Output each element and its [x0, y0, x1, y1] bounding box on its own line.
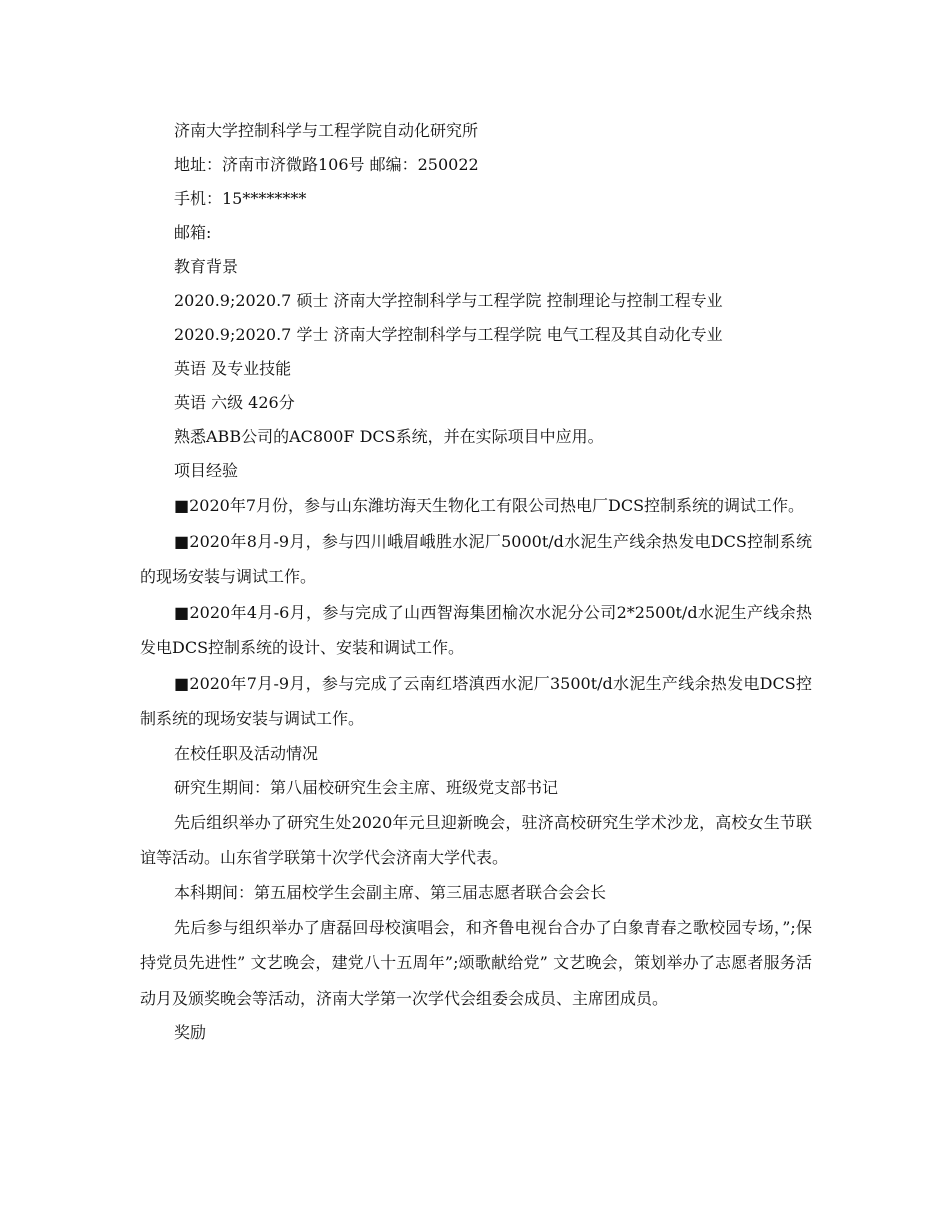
project-item: ■2020年8月-9月，参与四川峨眉峨胜水泥厂5000t/d水泥生产线余热发电DCS控制系统的现场安装与调试工作。: [140, 531, 812, 586]
project-item: ■2020年7月份，参与山东潍坊海天生物化工有限公司热电厂DCS控制系统的调试工作。: [174, 496, 805, 515]
skill-item: 熟悉ABB公司的AC800F DCS系统，并在实际项目中应用。: [174, 427, 604, 446]
phone-line: 手机：15********: [174, 189, 307, 208]
projects-heading: 项目经验: [174, 461, 239, 480]
project-item: ■2020年7月-9月，参与完成了云南红塔滇西水泥厂3500t/d水泥生产线余热发电DCS控制系统的现场安装与调试工作。: [140, 673, 812, 728]
education-heading: 教育背景: [174, 257, 239, 276]
email-line: 邮箱:: [174, 223, 212, 242]
activities-heading: 在校任职及活动情况: [174, 743, 319, 763]
address-line: 地址：济南市济微路106号 邮编：250022: [174, 155, 479, 174]
skill-item: 英语 六级 426分: [174, 393, 295, 412]
undergrad-description: 先后参与组织举办了唐磊回母校演唱会，和齐鲁电视台合办了白象青春之歌校园专场，”;保持党员先进性” 文艺晚会，建党八十五周年”;颂歌献给党” 文艺晚会，策划举办了志愿者服务活动月及颁奖晚会等活动，济南大学第一次学代会组委会成员、主席团成员。: [140, 917, 812, 1008]
awards-heading: 奖励: [174, 1023, 207, 1042]
education-entry: 2020.9;2020.7 硕士 济南大学控制科学与工程学院 控制理论与控制工程专业: [174, 291, 723, 310]
resume-content: [140, 114, 812, 1050]
undergrad-role: 本科期间：第五届校学生会副主席、第三届志愿者联合会会长: [174, 882, 607, 902]
skills-heading: 英语 及专业技能: [174, 359, 292, 378]
project-item: ■2020年4月-6月，参与完成了山西智海集团榆次水泥分公司2*2500t/d水泥生产线余热发电DCS控制系统的设计、安装和调试工作。: [140, 602, 812, 657]
education-entry: 2020.9;2020.7 学士 济南大学控制科学与工程学院 电气工程及其自动化专业: [174, 325, 723, 344]
graduate-description: 先后组织举办了研究生处2020年元旦迎新晚会，驻济高校研究生学术沙龙，高校女生节联谊等活动。山东省学联第十次学代会济南大学代表。: [140, 812, 812, 867]
graduate-role: 研究生期间：第八届校研究生会主席、班级党支部书记: [174, 777, 559, 797]
institution-line: 济南大学控制科学与工程学院自动化研究所: [174, 121, 479, 140]
